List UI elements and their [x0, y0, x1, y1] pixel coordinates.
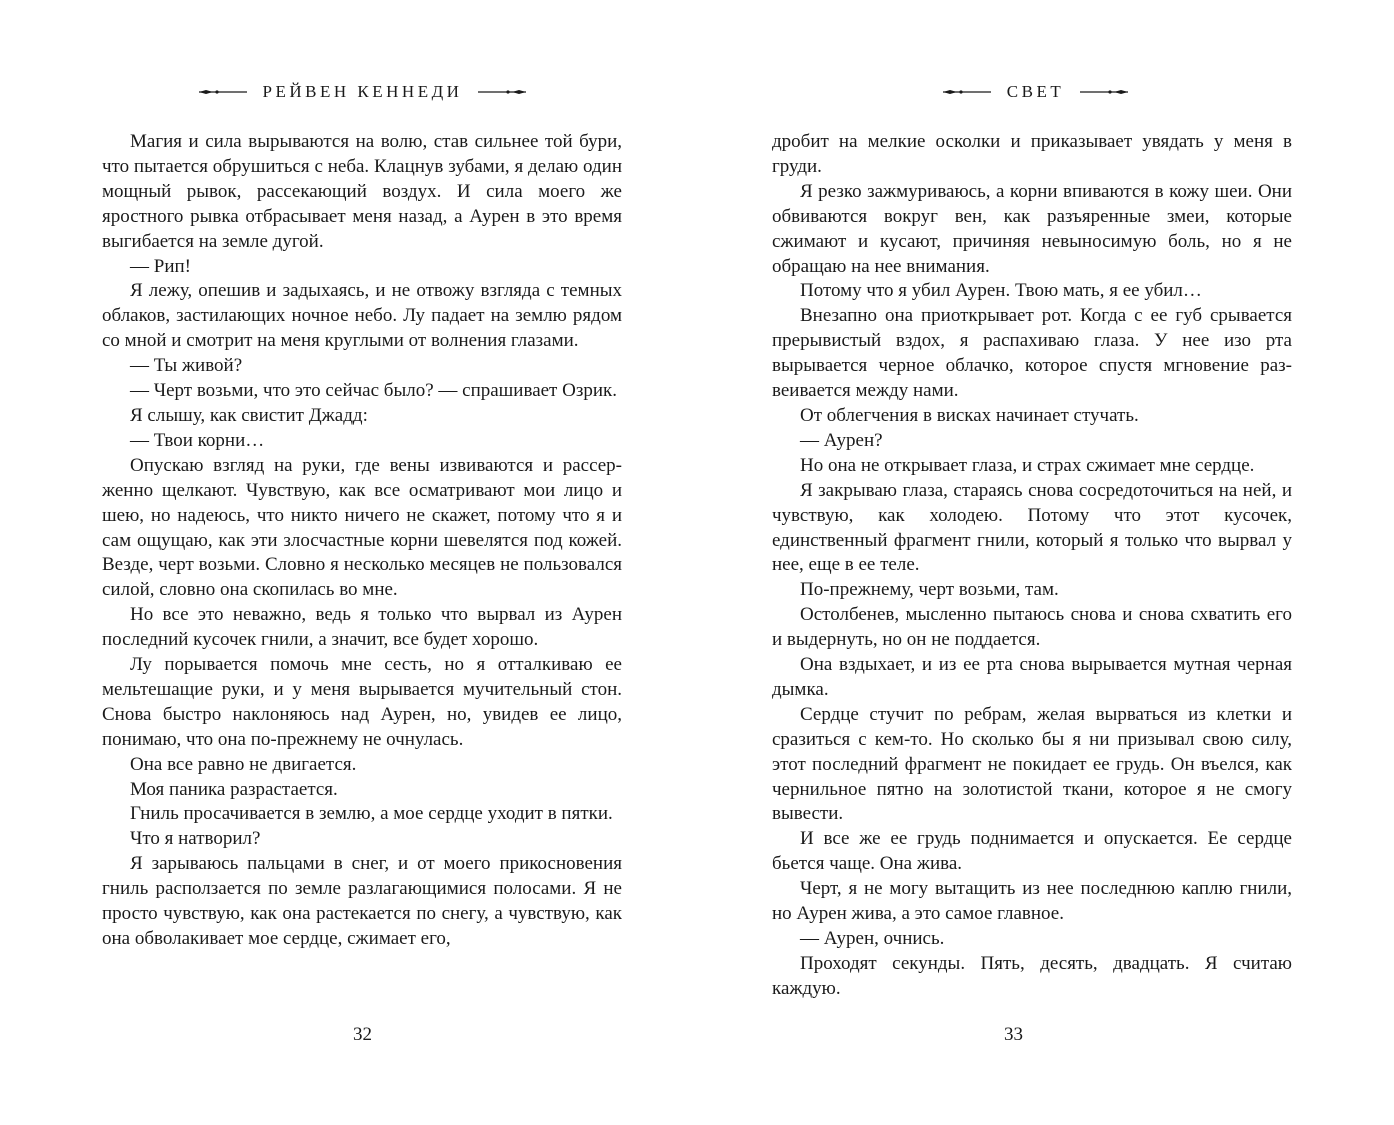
paragraph: Черт, я не могу вытащить из нее последнюю каплю гнили, но Аурен жива, а это самое главное.	[772, 878, 1292, 925]
paragraph: Внезапно она приоткрывает рот. Когда с ее губ срывается прерывистый вздох, я распахиваю глаза. У нее изо рта вырывается черное облачко, которое спустя мгновение развеивается между нами.	[772, 305, 1292, 402]
paragraph: Остолбенев, мысленно пытаюсь снова и снова схватить его и выдернуть, но он не поддается.	[772, 604, 1292, 651]
paragraph: И все же ее грудь поднимается и опускается. Ее сердце бьется чаще. Она жива.	[772, 828, 1292, 875]
paragraph: От облегчения в висках начинает стучать.	[800, 404, 1139, 426]
left-page-header	[14, 78, 711, 106]
paragraph: — Рип!	[130, 255, 191, 277]
left-ornament-icon	[197, 87, 249, 97]
paragraph: Она вздыхает, и из ее рта снова вырывается мутная черная дымка.	[772, 654, 1292, 700]
paragraph: По-прежнему, черт возьми, там.	[800, 579, 1059, 601]
paragraph: — Твои корни…	[130, 429, 265, 451]
paragraph: Моя паника разрастается.	[130, 778, 338, 800]
paragraph: — Аурен?	[800, 429, 883, 451]
page-number-right: 33	[1004, 1024, 1023, 1045]
paragraph: — Ты живой?	[130, 355, 243, 377]
paragraph: Она все равно не двигается.	[130, 753, 357, 775]
paragraph: Магия и сила вырываются на волю, став сильнее той бури, что пытается обрушиться с неба. Клацнув зубами, я делаю один мощный рывок, рассекающий воздух. И сила моего же яростного рывка отбрасывает меня назад, а Аурен в это время выгибается на земле дугой.	[102, 131, 622, 252]
running-head-left: РЕЙВЕН КЕННЕДИ	[262, 82, 463, 101]
paragraph: Потому что я убил Аурен. Твою мать, я ее убил…	[800, 280, 1202, 302]
paragraph: Я резко зажмуриваюсь, а корни впиваются в кожу шеи. Они обвиваются вокруг вен, как разъяренные змеи, которые сжимают и кусают, причиняя невыносимую боль, но я не обращаю на нее внимания.	[772, 180, 1292, 277]
left-page-body	[102, 130, 622, 952]
paragraph: Я лежу, опешив и задыхаясь, и не отвожу взгляда с темных облаков, застилающих ночное небо. Лу падает на землю рядом со мной и смотрит на меня круглыми от волнения глазами.	[102, 280, 622, 352]
paragraph: Сердце стучит по ребрам, желая вырваться из клетки и сразиться с кем-то. Но сколько бы я ни призывал свою силу, этот последний фрагмент не покидает ее грудь. Он въелся, как чернильное пятно на золотистой ткани, которое я не смогу вывести.	[772, 703, 1292, 825]
paragraph: Но все это неважно, ведь я только что вырвал из Аурен последний кусочек гнили, а значит, все будет хорошо.	[102, 604, 622, 651]
paragraph: Лу порывается помочь мне сесть, но я отталкиваю ее мельтешащие руки, и у меня вырывается мучительный стон. Снова быстро наклоняюсь над Аурен, но, увидев ее лицо, понимаю, что она по-прежнему не очнулась.	[102, 654, 622, 750]
paragraph: Я закрываю глаза, стараясь снова сосредоточиться на ней, и чувствую, как холодею. Потому что этот кусочек, единственный фрагмент гнили, который я только что вырвал у нее, еще в ее теле.	[772, 479, 1292, 576]
paragraph: Но она не открывает глаза, и страх сжимает мне сердце.	[800, 454, 1255, 476]
right-page-header	[687, 78, 1384, 106]
running-head-right: СВЕТ	[1006, 82, 1065, 101]
right-ornament-icon	[476, 87, 528, 97]
paragraph: Проходят секунды. Пять, десять, двадцать. Я считаю каждую.	[772, 952, 1292, 999]
paragraph: Я слышу, как свистит Джадд:	[130, 404, 368, 426]
left-ornament-icon	[941, 87, 993, 97]
right-page	[697, 0, 1394, 1125]
right-page-body	[772, 130, 1292, 1002]
paragraph: Опускаю взгляд на руки, где вены извиваются и рассерженно щелкают. Чувствую, как все осматривают мои лицо и шею, но надеюсь, что никто ничего не скажет, потому что я и сам ощущаю, как эти злосчастные корни шевелятся под кожей. Везде, черт возьми. Словно я несколько месяцев не пользовался силой, словно она скопилась во мне.	[102, 454, 622, 601]
paragraph: Что я натворил?	[130, 828, 261, 850]
paragraph: Я зарываюсь пальцами в снег, и от моего прикосновения гниль расползается по земле разлагающимися полосами. Я не просто чувствую, как она растекается по снегу, а чувствую, как она обволакивает мое сердце, сжимает его,	[102, 853, 622, 949]
paragraph: — Аурен, очнись.	[800, 928, 945, 949]
paragraph-continuation: дробит на мелкие осколки и приказывает увядать у меня в груди.	[772, 131, 1292, 177]
right-ornament-icon	[1078, 87, 1130, 97]
paragraph: Гниль просачивается в землю, а мое сердце уходит в пятки.	[130, 803, 613, 825]
paragraph: — Черт возьми, что это сейчас было? — спрашивает Озрик.	[130, 380, 617, 402]
page-number-left: 32	[353, 1024, 372, 1045]
